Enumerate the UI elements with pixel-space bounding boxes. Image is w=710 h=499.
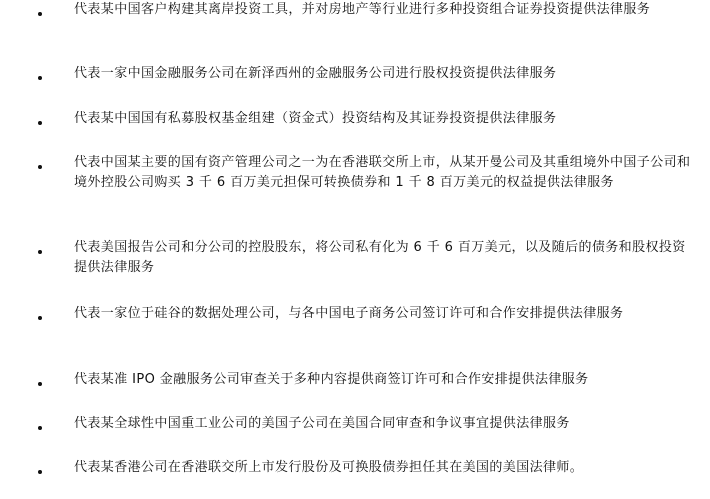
bullet-dot	[38, 470, 42, 474]
list-item-text: 代表某中国国有私募股权基金组建（资金式）投资结构及其证券投资提供法律服务	[74, 111, 557, 126]
list-item-text: 代表一家中国金融服务公司在新泽西州的金融服务公司进行股权投资提供法律服务	[74, 66, 557, 81]
bullet-dot	[38, 426, 42, 430]
list-item-text: 代表中国某主要的国有资产管理公司之一为在香港联交所上市，从某开曼公司及其重组境外中国子公司和境外控股公司购买 3 千 6 百万美元担保可转换债券和 1 千 8 百万美元的权益提供法律服务	[74, 155, 691, 190]
bullet-dot	[38, 316, 42, 320]
list-item-text: 代表某中国客户构建其离岸投资工具，并对房地产等行业进行多种投资组合证券投资提供法律服务	[74, 2, 651, 17]
bullet-dot	[38, 12, 42, 16]
bullet-dot	[38, 165, 42, 169]
bullet-dot	[38, 382, 42, 386]
bullet-dot	[38, 121, 42, 125]
list-item-text: 代表某全球性中国重工业公司的美国子公司在美国合同审查和争议事宜提供法律服务	[74, 416, 570, 431]
list-item-text: 代表一家位于硅谷的数据处理公司，与各中国电子商务公司签订许可和合作安排提供法律服务	[74, 306, 624, 321]
bullet-dot	[38, 250, 42, 254]
list-item-text: 代表某香港公司在香港联交所上市发行股份及可换股债券担任其在美国的美国法律师。	[74, 460, 584, 475]
list-item-text: 代表美国报告公司和分公司的控股股东，将公司私有化为 6 千 6 百万美元，以及随后的债务和股权投资提供法律服务	[74, 240, 686, 275]
list-item-text: 代表某准 IPO 金融服务公司审查关于多种内容提供商签订许可和合作安排提供法律服务	[74, 372, 589, 387]
bullet-dot	[38, 76, 42, 80]
